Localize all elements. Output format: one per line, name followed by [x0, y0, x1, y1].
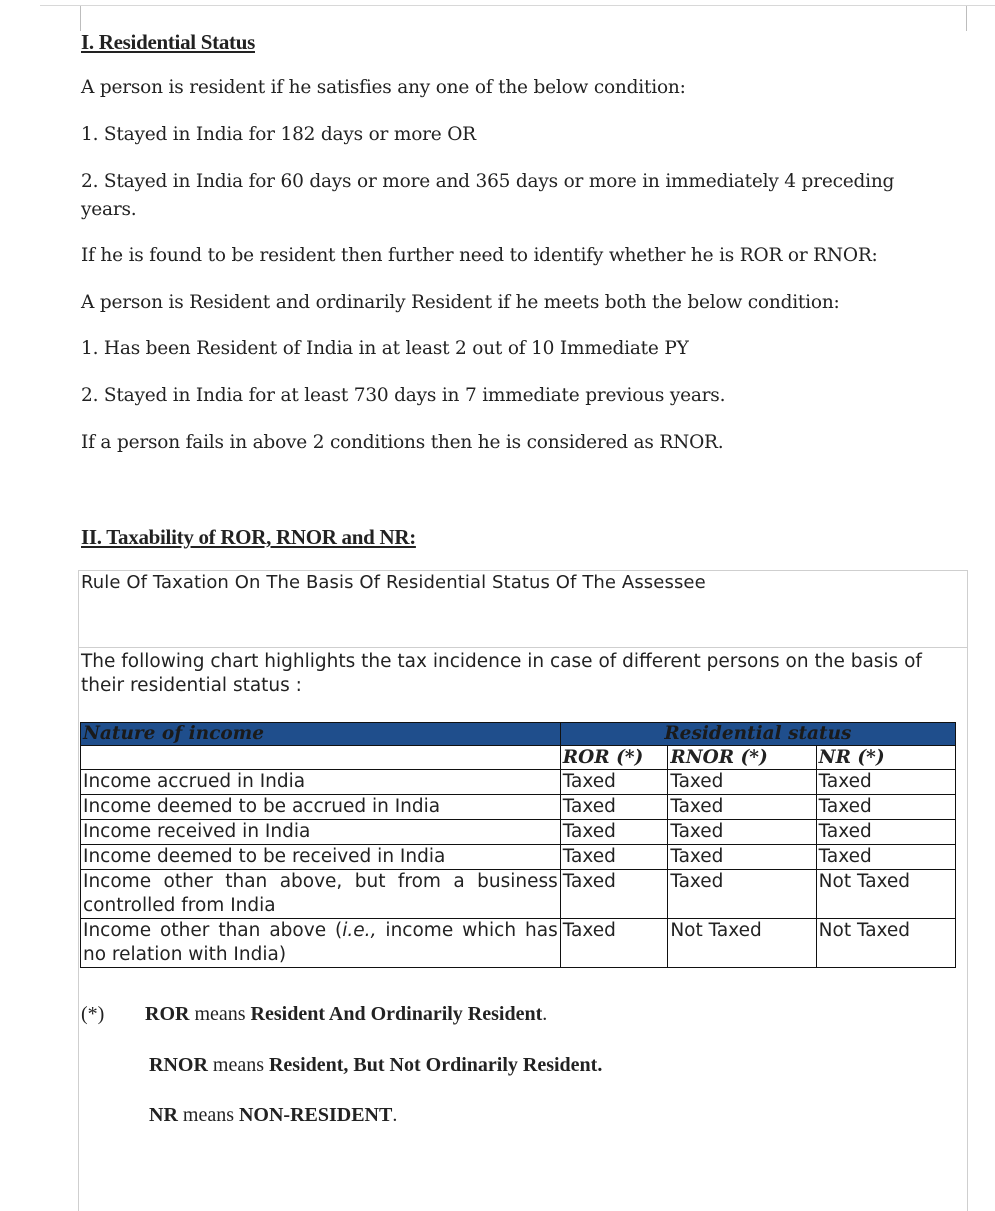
cell-rnor: Taxed [668, 770, 816, 795]
cell-ror: Taxed [560, 845, 668, 870]
abbr: RNOR [149, 1054, 208, 1076]
table-row [81, 919, 956, 968]
col-rnor: RNOR (*) [668, 746, 816, 770]
full-form: Resident, But Not Ordinarily Resident. [268, 1054, 603, 1076]
end-text: . [392, 1104, 398, 1126]
cell-nr: Not Taxed [816, 870, 955, 919]
paragraph: 1. Stayed in India for 182 days or more OR [81, 124, 476, 145]
box-intro: The following chart highlights the tax incidence in case of different persons on the basis of their residential status : [81, 651, 922, 696]
cell-ror: Taxed [560, 919, 668, 968]
means-text: means [177, 1104, 239, 1126]
cell-ror: Taxed [560, 795, 668, 820]
table-subheader-row [81, 746, 956, 770]
page-top-edge [40, 5, 995, 6]
paragraph: 2. Stayed in India for 60 days or more and 365 days or more in immediately 4 preceding years. [81, 171, 895, 220]
cell-nr: Taxed [816, 820, 955, 845]
taxability-table [80, 722, 956, 968]
full-form: NON-RESIDENT [238, 1104, 393, 1126]
nature-text-b: income which has no relation with India) [83, 920, 558, 965]
paragraph: If a person fails in above 2 conditions then he is considered as RNOR. [81, 432, 724, 453]
cell-nr: Taxed [816, 795, 955, 820]
table-row [81, 820, 956, 845]
col-nr: NR (*) [816, 746, 955, 770]
cell-nr: Taxed [816, 845, 955, 870]
nature-text-a: Income other than above ( [83, 920, 343, 941]
cell-nature: Income deemed to be accrued in India [81, 795, 561, 820]
box-title: Rule Of Taxation On The Basis Of Residential Status Of The Assessee [81, 572, 706, 593]
cell-rnor: Taxed [668, 870, 816, 919]
footnote-ror [145, 1003, 547, 1026]
cell-nature: Income deemed to be received in India [81, 845, 561, 870]
table-row [81, 795, 956, 820]
crop-mark-right [966, 6, 995, 31]
cell-nature: Income other than above, but from a business controlled from India [81, 870, 561, 919]
paragraph: A person is resident if he satisfies any one of the below condition: [81, 77, 686, 98]
box-divider [78, 647, 967, 648]
means-text: means [189, 1003, 251, 1025]
header-residential-status: Residential status [560, 723, 955, 746]
end-text: . [542, 1003, 548, 1025]
cell-nature: Income accrued in India [81, 770, 561, 795]
table-row [81, 770, 956, 795]
footnote-marker: (*) [81, 1003, 105, 1025]
section1-heading: I. Residential Status [81, 30, 255, 54]
full-form: Resident And Ordinarily Resident [250, 1003, 543, 1025]
abbr: NR [149, 1104, 178, 1126]
nature-text-italic: i.e., [342, 920, 377, 941]
crop-mark-left [40, 6, 81, 31]
cell-nr: Taxed [816, 770, 955, 795]
paragraph: 1. Has been Resident of India in at least 2 out of 10 Immediate PY [81, 338, 689, 359]
cell-rnor: Taxed [668, 820, 816, 845]
cell-nature: Income received in India [81, 820, 561, 845]
footnote-rnor [149, 1054, 602, 1077]
empty-cell [81, 746, 561, 770]
cell-ror: Taxed [560, 770, 668, 795]
cell-nature [81, 919, 561, 968]
cell-ror: Taxed [560, 820, 668, 845]
cell-rnor: Not Taxed [668, 919, 816, 968]
cell-ror: Taxed [560, 870, 668, 919]
paragraph: If he is found to be resident then further need to identify whether he is ROR or RNOR: [81, 245, 878, 266]
table-row [81, 870, 956, 919]
cell-nr: Not Taxed [816, 919, 955, 968]
cell-rnor: Taxed [668, 845, 816, 870]
cell-rnor: Taxed [668, 795, 816, 820]
footnote-nr [149, 1104, 397, 1127]
paragraph: 2. Stayed in India for at least 730 days in 7 immediate previous years. [81, 385, 726, 406]
col-ror: ROR (*) [560, 746, 668, 770]
table-header-row [81, 723, 956, 746]
paragraph: A person is Resident and ordinarily Resident if he meets both the below condition: [81, 292, 840, 313]
table-row [81, 845, 956, 870]
header-nature-of-income: Nature of income [81, 723, 561, 746]
abbr: ROR [145, 1003, 190, 1025]
section2-heading: II. Taxability of ROR, RNOR and NR: [81, 525, 416, 549]
means-text: means [207, 1054, 269, 1076]
